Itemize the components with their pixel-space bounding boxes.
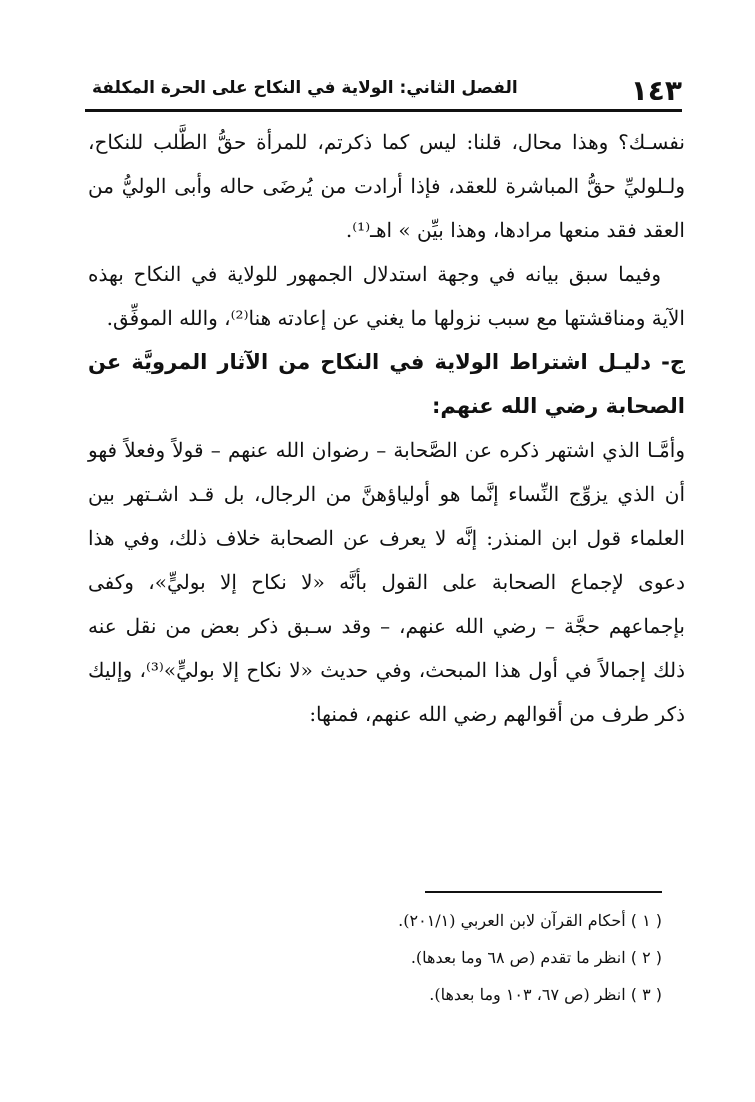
paragraph-1: نفسـك؟ وهذا محال، قلنا: ليس كما ذكرتم، للمرأة حقُّ الطَّلب للنكاح، ولـلوليِّ حقُّ المباشرة للعقد، فإذا أرادت من يُرضَى حاله وأبى الوليُّ من العقد فقد منعها مرادها، وهذا بيِّن » اهـ⁽¹⁾. bbox=[88, 130, 685, 242]
footnote-2-text: انظر ما تقدم (ص ٦٨ وما بعدها). bbox=[410, 948, 626, 967]
footnote-1-number: ( ١ ) bbox=[630, 911, 662, 930]
paragraph-2: وفيما سبق بيانه في وجهة استدلال الجمهور للولاية في النكاح بهذه الآية ومناقشتها مع سبب نزولها ما يغني عن إعادته هنا⁽²⁾، والله الموفِّق. bbox=[88, 262, 685, 330]
main-text bbox=[88, 120, 685, 736]
footnote-2 bbox=[250, 939, 662, 976]
footnote-2-number: ( ٢ ) bbox=[630, 948, 662, 967]
footnote-1-text: أحكام القرآن لابن العربي (٢٠١/١). bbox=[398, 911, 626, 930]
footnote-rule bbox=[425, 891, 662, 893]
paragraph-3: وأمَّـا الذي اشتهر ذكره عن الصَّحابة – رضوان الله عنهم – قولاً وفعلاً فهو أن الذي يزوِّج النِّساء إنَّما هو أولياؤهنَّ من الرجال، بل قـد اشـتهر بين العلماء قول ابن المنذر: إنَّه لا يعرف عن الصحابة خلاف ذلك، وفي هذا دعوى لإجماع الصحابة على القول بأنَّه «لا نكاح إلا بوليٍّ»، وكفى بإجماعهم حجَّة – رضي الله عنهم، – وقد سـبق ذكر بعض من نقل عنه ذلك إجمالاً في أول هذا المبحث، وفي حديث «لا نكاح إلا بوليٍّ»⁽³⁾، وإليك ذكر طرف من أقوالهم رضي الله عنهم، فمنها: bbox=[88, 438, 685, 726]
footnotes bbox=[250, 902, 662, 1013]
footnote-1 bbox=[250, 902, 662, 939]
page-number: ١٤٣ bbox=[630, 74, 682, 107]
running-title: الفصل الثاني: الولاية في النكاح على الحرة المكلفة bbox=[92, 78, 518, 98]
header-rule bbox=[85, 109, 682, 112]
footnote-3-text: انظر (ص ٦٧، ١٠٣ وما بعدها). bbox=[429, 985, 626, 1004]
footnote-3 bbox=[250, 976, 662, 1013]
section-heading: ج- دليـل اشتراط الولاية في النكاح من الآثار المرويَّة عن الصحابة رضي الله عنهم: bbox=[88, 350, 685, 418]
page-header bbox=[92, 72, 682, 108]
footnote-3-number: ( ٣ ) bbox=[630, 985, 662, 1004]
